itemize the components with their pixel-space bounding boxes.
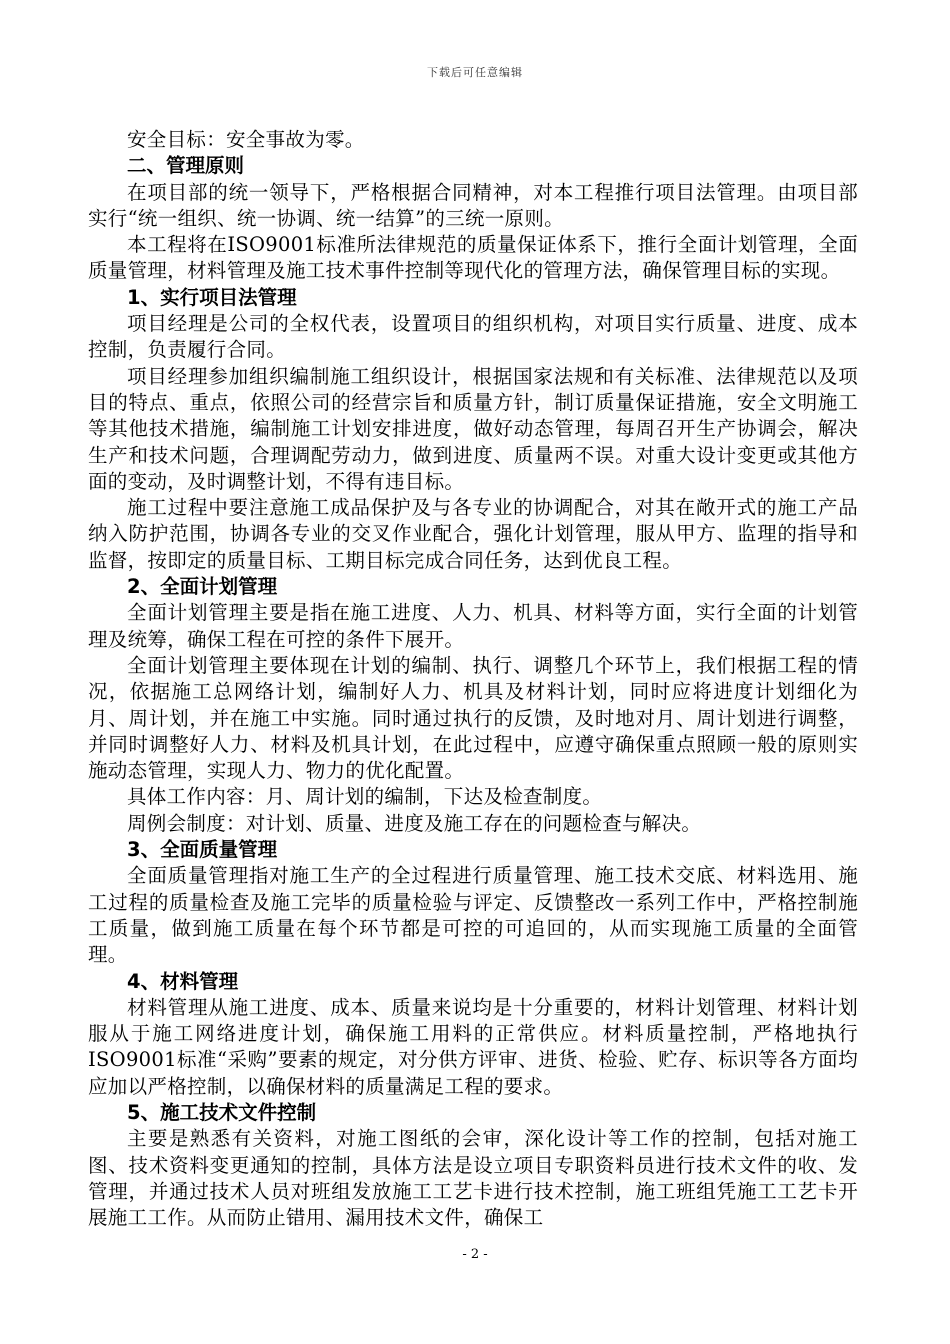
paragraph: 具体工作内容：月、周计划的编制，下达及检查制度。 (127, 785, 603, 809)
subsection-heading-quality-management: 3、全面质量管理 (127, 838, 278, 862)
paragraph: 全面计划管理主要是指在施工进度、人力、机具、材料等方面，实行全面的计划管理及统筹，确保工程在可控的条件下展开。 (88, 601, 858, 651)
paragraph: 在项目部的统一领导下，严格根据合同精神，对本工程推行项目法管理。由项目部实行“统一组织、统一协调、统一结算”的三统一原则。 (88, 180, 858, 230)
paragraph: 全面质量管理指对施工生产的全过程进行质量管理、施工技术交底、材料选用、施工过程的质量检查及施工完毕的质量检验与评定、反馈整改一系列工作中，严格控制施工质量，做到施工质量在每个环节都是可控的可追回的，从而实现施工质量的全面管理。 (88, 864, 858, 967)
paragraph: 主要是熟悉有关资料，对施工图纸的会审，深化设计等工作的控制，包括对施工图、技术资料变更通知的控制，具体方法是设立项目专职资料员进行技术文件的收、发管理，并通过技术人员对班组发放施工工艺卡进行技术控制，施工班组凭施工工艺卡开展施工工作。从而防止错用、漏用技术文件，确保工 (88, 1127, 858, 1230)
paragraph: 施工过程中要注意施工成品保护及与各专业的协调配合，对其在敞开式的施工产品纳入防护范围，协调各专业的交叉作业配合，强化计划管理，服从甲方、监理的指导和监督，按即定的质量目标、工期目标完成合同任务，达到优良工程。 (88, 496, 858, 572)
paragraph: 项目经理是公司的全权代表，设置项目的组织机构，对项目实行质量、进度、成本控制，负责履行合同。 (88, 312, 858, 362)
subsection-heading-document-control: 5、施工技术文件控制 (127, 1100, 317, 1124)
paragraph: 全面计划管理主要体现在计划的编制、执行、调整几个环节上，我们根据工程的情况，依据施工总网络计划，编制好人力、机具及材料计划，同时应将进度计划细化为月、周计划，并在施工中实施。同时通过执行的反馈，及时地对月、周计划进行调整，并同时调整好人力、材料及机具计划，在此过程中，应遵守确保重点照顾一般的原则实施动态管理，实现人力、物力的优化配置。 (88, 653, 858, 783)
paragraph-safety-goal: 安全目标：安全事故为零。 (127, 128, 365, 151)
page-number: - 2 - (462, 1247, 488, 1262)
paragraph: 周例会制度：对计划、质量、进度及施工存在的问题检查与解决。 (127, 811, 702, 835)
document-body (88, 127, 858, 1231)
section-heading-management-principles: 二、管理原则 (127, 154, 245, 178)
subsection-heading-planning-management: 2、全面计划管理 (127, 575, 278, 599)
paragraph: 项目经理参加组织编制施工组织设计，根据国家法规和有关标准、法律规范以及项目的特点、重点，依照公司的经营宗旨和质量方针，制订质量保证措施，安全文明施工等其他技术措施，编制施工计划安排进度，做好动态管理，每周召开生产协调会，解决生产和技术问题，合理调配劳动力，做到进度、质量两不误。对重大设计变更或其他方面的变动，及时调整计划，不得有违目标。 (88, 364, 858, 493)
subsection-heading-material-management: 4、材料管理 (127, 969, 239, 993)
page-header: 下载后可任意编辑 (427, 66, 523, 79)
paragraph: 本工程将在ISO9001标准所法律规范的质量保证体系下，推行全面计划管理，全面质量管理，材料管理及施工技术事件控制等现代化的管理方法，确保管理目标的实现。 (88, 233, 858, 283)
subsection-heading-project-management: 1、实行项目法管理 (127, 285, 297, 309)
paragraph: 材料管理从施工进度、成本、质量来说均是十分重要的，材料计划管理、材料计划服从于施工网络进度计划，确保施工用料的正常供应。材料质量控制，严格地执行ISO9001标准“采购”要素的规定，对分供方评审、进货、检验、贮存、标识等各方面均应加以严格控制，以确保材料的质量满足工程的要求。 (88, 995, 858, 1098)
